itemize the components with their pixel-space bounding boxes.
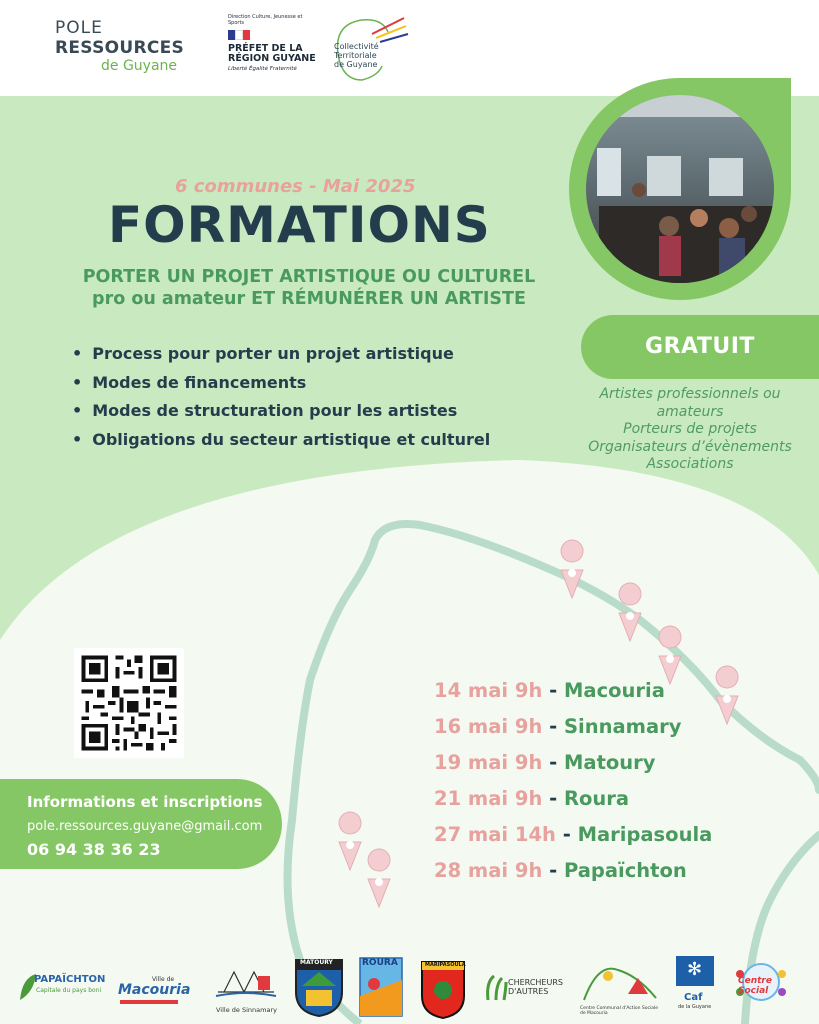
logo-text: Ville de Sinnamary	[216, 1006, 277, 1014]
photo-meeting	[569, 78, 791, 300]
flag-icon	[228, 30, 250, 40]
bridge-icon	[214, 962, 278, 1002]
logo-centre-social	[726, 952, 798, 1018]
session-commune: Papaïchton	[564, 859, 687, 882]
hands-icon	[484, 972, 508, 1002]
list-item	[434, 745, 712, 781]
logo-text: PAPAÏCHTON	[34, 974, 106, 985]
list-item: • Obligations du secteur artistique et culturel	[72, 426, 490, 455]
list-item	[434, 709, 712, 745]
session-commune: Matoury	[564, 751, 656, 774]
logo-text: Caf	[684, 992, 703, 1003]
session-separator: -	[542, 679, 564, 702]
audience-item: Associations	[646, 456, 734, 472]
prefet-direction: Direction Culture, Jeunesse et Sports	[228, 14, 303, 26]
session-date: 28 mai 9h	[434, 859, 543, 882]
logo-text: ROURA	[362, 958, 398, 968]
contact-title: Informations et inscriptions	[27, 793, 263, 811]
session-commune: Roura	[564, 787, 630, 810]
sessions-list	[434, 673, 712, 889]
audience-item: amateurs	[656, 403, 724, 420]
logo-maripasoula	[420, 952, 468, 1018]
list-item	[434, 817, 712, 853]
logo-line1: POLE	[55, 18, 103, 38]
logo-macouria	[116, 952, 196, 1018]
session-commune: Sinnamary	[564, 715, 682, 738]
ctg-name: Collectivité Territoriale de Guyane	[334, 42, 379, 69]
free-badge-label: GRATUIT	[645, 334, 755, 359]
session-date: 21 mai 9h	[434, 787, 543, 810]
session-commune: Macouria	[564, 679, 665, 702]
kicker: 6 communes - Mai 2025	[175, 176, 416, 197]
session-date: 27 mai 14h	[434, 823, 556, 846]
audience-item: Porteurs de projets	[623, 421, 757, 437]
pole-ressources-logo	[55, 18, 195, 74]
page-title: FORMATIONS	[108, 196, 491, 254]
contact-box	[0, 779, 282, 869]
logo-line2: RESSOURCES	[55, 38, 185, 58]
list-item	[434, 781, 712, 817]
caf-icon: ✻	[676, 956, 714, 986]
list-item	[434, 853, 712, 889]
qr-code-icon[interactable]	[74, 648, 184, 758]
audience-item: Organisateurs d’évènements	[588, 438, 792, 455]
free-badge	[581, 315, 819, 379]
ctg-logo	[332, 14, 412, 84]
session-separator: -	[542, 787, 564, 810]
logo-subtext: de la Guyane	[678, 1004, 712, 1010]
logo-caf	[676, 952, 716, 1018]
shield-icon	[420, 960, 466, 1022]
logo-line3: de Guyane	[101, 58, 178, 74]
list-item: • Modes de financements	[72, 369, 490, 398]
logo-roura	[358, 952, 406, 1018]
session-date: 19 mai 9h	[434, 751, 543, 774]
list-item: • Process pour porter un projet artistique	[72, 340, 490, 369]
logo-text: Macouria	[118, 982, 191, 998]
logo-ccas	[578, 952, 662, 1018]
subtitle-line1: PORTER UN PROJET ARTISTIQUE OU CULTUREL	[82, 267, 536, 287]
contact-phone[interactable]: 06 94 38 36 23	[27, 840, 161, 859]
session-date: 16 mai 9h	[434, 715, 543, 738]
subtitle	[44, 266, 574, 310]
logo-text: MARIPASOULA	[425, 962, 466, 968]
subtitle-line2: pro ou amateur ET RÉMUNÉRER UN ARTISTE	[92, 289, 526, 309]
contact-email[interactable]: pole.ressources.guyane@gmail.com	[27, 819, 263, 834]
logo-text: Centre Communal d'Action Sociale de Macouria	[580, 1006, 659, 1016]
prefet-logo	[228, 14, 318, 72]
partner-logos	[0, 952, 819, 1024]
logo-papaichton	[18, 952, 106, 1018]
prefet-motto: Liberté Égalité Fraternité	[228, 66, 297, 72]
session-commune: Maripasoula	[577, 823, 713, 846]
session-separator: -	[542, 859, 564, 882]
logo-chercheurs	[484, 952, 564, 1018]
logo-text: CHERCHEURS D'AUTRES	[508, 978, 563, 996]
session-separator: -	[542, 715, 564, 738]
logo-matoury	[292, 952, 348, 1018]
topics-list	[72, 340, 490, 454]
audience-list	[582, 386, 798, 474]
logo-bar	[120, 1000, 178, 1004]
logo-text: MATOURY	[300, 959, 333, 966]
logo-subtext: Ville de	[152, 976, 175, 983]
logo-subtext: Capitale du pays boni	[36, 987, 102, 994]
audience-item: Artistes professionnels ou	[599, 386, 781, 402]
logo-text: Centre Social	[738, 976, 772, 996]
list-item	[434, 673, 712, 709]
prefet-title: PRÉFET DE LA RÉGION GUYANE	[228, 43, 316, 64]
logo-sinnamary	[212, 952, 280, 1018]
session-date: 14 mai 9h	[434, 679, 543, 702]
session-separator: -	[555, 823, 578, 846]
ccas-icon	[578, 958, 662, 1004]
list-item: • Modes de structuration pour les artistes	[72, 397, 490, 426]
session-separator: -	[542, 751, 564, 774]
